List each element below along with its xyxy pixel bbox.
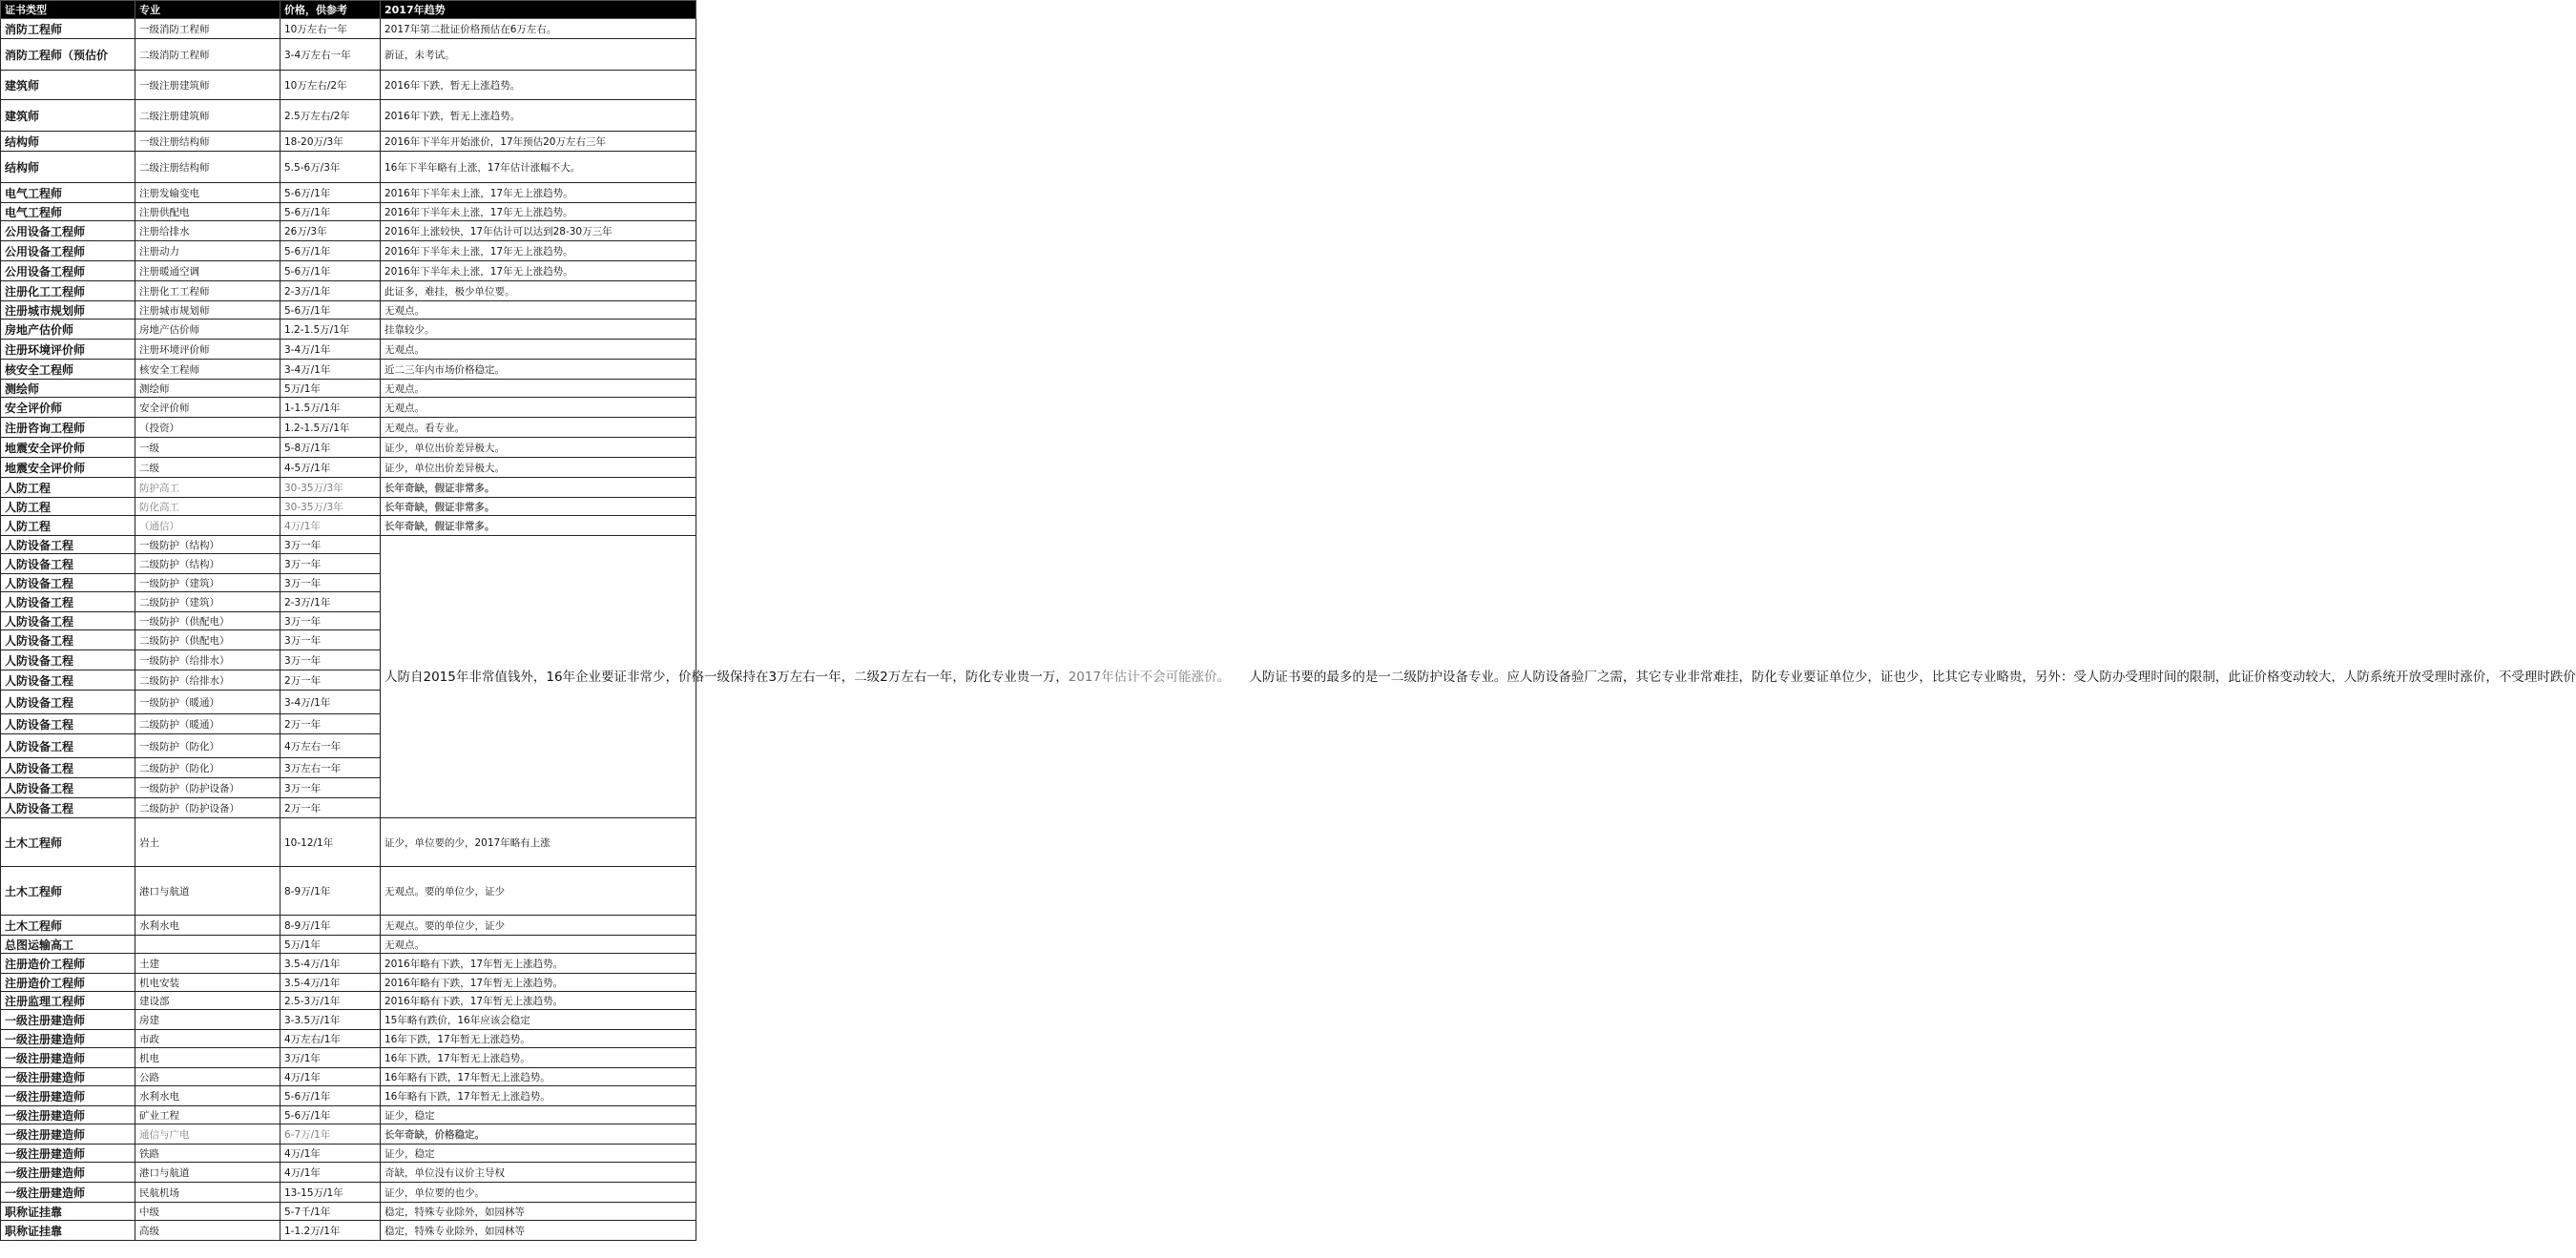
cell-price: 4万/1年 xyxy=(280,1068,381,1086)
cell-major: （投资） xyxy=(135,418,280,438)
table-row xyxy=(1,1086,696,1106)
table-row xyxy=(1,281,696,301)
cell-cert-type: 人防设备工程 xyxy=(1,691,135,714)
cell-cert-type: 一级注册建造师 xyxy=(1,1048,135,1068)
cell-price: 8-9万/1年 xyxy=(280,916,381,936)
cell-trend: 证少，单位要的少，2017年略有上涨 xyxy=(381,818,696,867)
cell-trend: 2016年下半年未上涨，17年无上涨趋势。 xyxy=(381,183,696,203)
cell-trend: 无观点。 xyxy=(381,380,696,398)
table-row xyxy=(1,1030,696,1048)
cell-price: 6-7万/1年 xyxy=(280,1124,381,1145)
cell-major: 一级注册建筑师 xyxy=(135,71,280,100)
cell-cert-type: 电气工程师 xyxy=(1,183,135,203)
cell-major: 一级防护（暖通） xyxy=(135,691,280,714)
cell-major: 矿业工程 xyxy=(135,1106,280,1124)
cell-trend: 近二三年内市场价格稳定。 xyxy=(381,360,696,380)
cell-price: 5-6万/1年 xyxy=(280,301,381,320)
cell-trend: 16年略有下跌，17年暂无上涨趋势。 xyxy=(381,1068,696,1086)
cell-major xyxy=(135,936,280,954)
cell-cert-type: 一级注册建造师 xyxy=(1,1124,135,1145)
cell-cert-type: 一级注册建造师 xyxy=(1,1068,135,1086)
cell-cert-type: 职称证挂靠 xyxy=(1,1221,135,1241)
table-row xyxy=(1,478,696,498)
cell-trend: 奇缺，单位没有议价主导权 xyxy=(381,1163,696,1183)
cell-cert-type: 注册环境评价师 xyxy=(1,340,135,360)
cell-trend: 无观点。要的单位少，证少 xyxy=(381,916,696,936)
cell-trend: 无观点。看专业。 xyxy=(381,418,696,438)
table-row xyxy=(1,132,696,152)
table-row xyxy=(1,992,696,1010)
cell-price: 10万左右一年 xyxy=(280,19,381,39)
cell-trend: 稳定，特殊专业除外，如园林等 xyxy=(381,1221,696,1241)
cell-major: 水利水电 xyxy=(135,916,280,936)
cell-cert-type: 一级注册建造师 xyxy=(1,1086,135,1106)
cell-trend: 无观点。 xyxy=(381,398,696,418)
cell-cert-type: 人防工程 xyxy=(1,516,135,536)
cell-trend: 2016年略有下跌，17年暂无上涨趋势。 xyxy=(381,974,696,992)
cell-price: 5万/1年 xyxy=(280,936,381,954)
cell-trend: 2016年下跌，暂无上涨趋势。 xyxy=(381,71,696,100)
cell-price: 4万左右一年 xyxy=(280,734,381,758)
cell-trend: 16年下跌，17年暂无上涨趋势。 xyxy=(381,1048,696,1068)
cell-major: 二级防护（暖通） xyxy=(135,714,280,734)
cell-cert-type: 人防设备工程 xyxy=(1,554,135,574)
cell-trend: 2016年下半年未上涨，17年无上涨趋势。 xyxy=(381,241,696,261)
cell-trend: 2016年略有下跌，17年暂无上涨趋势。 xyxy=(381,992,696,1010)
cell-price: 8-9万/1年 xyxy=(280,867,381,916)
cell-cert-type: 建筑师 xyxy=(1,100,135,132)
cell-price: 5-8万/1年 xyxy=(280,438,381,458)
cell-major: 房建 xyxy=(135,1010,280,1030)
cell-trend: 无观点。 xyxy=(381,301,696,320)
header-trend: 2017年趋势 xyxy=(381,1,696,19)
cell-price: 3万一年 xyxy=(280,650,381,670)
cell-cert-type: 核安全工程师 xyxy=(1,360,135,380)
cell-trend: 2016年下半年未上涨，17年无上涨趋势。 xyxy=(381,203,696,221)
cell-trend: 2016年下跌，暂无上涨趋势。 xyxy=(381,100,696,132)
cell-cert-type: 一级注册建造师 xyxy=(1,1030,135,1048)
table-row xyxy=(1,974,696,992)
table-row xyxy=(1,1124,696,1145)
cell-cert-type: 消防工程师（预估价 xyxy=(1,39,135,71)
cell-trend: 证少，单位出价差异极大。 xyxy=(381,458,696,478)
cell-trend: 证少，稳定 xyxy=(381,1106,696,1124)
table-row xyxy=(1,418,696,438)
table-row xyxy=(1,19,696,39)
cell-price: 10万左右/2年 xyxy=(280,71,381,100)
cell-price: 3万/1年 xyxy=(280,1048,381,1068)
cell-cert-type: 公用设备工程师 xyxy=(1,241,135,261)
cell-price: 3-4万左右一年 xyxy=(280,39,381,71)
table-row xyxy=(1,203,696,221)
cell-cert-type: 人防设备工程 xyxy=(1,630,135,650)
cell-trend: 16年略有下跌，17年暂无上涨趋势。 xyxy=(381,1086,696,1106)
cell-cert-type: 一级注册建造师 xyxy=(1,1106,135,1124)
cell-trend: 2016年上涨较快，17年估计可以达到28-30万三年 xyxy=(381,221,696,241)
cell-trend: 2016年下半年未上涨，17年无上涨趋势。 xyxy=(381,261,696,281)
cell-cert-type: 电气工程师 xyxy=(1,203,135,221)
note-text-a: 人防自2015年非常值钱外，16年企业要证非常少，价格一级保持在3万左右一年，二级2万左右一年，防化专业贵一万， xyxy=(384,669,1069,685)
cell-price: 1.2-1.5万/1年 xyxy=(280,418,381,438)
cell-major: 一级 xyxy=(135,438,280,458)
cell-cert-type: 注册造价工程师 xyxy=(1,954,135,974)
cell-major: 港口与航道 xyxy=(135,1163,280,1183)
cell-trend: 2016年略有下跌，17年暂无上涨趋势。 xyxy=(381,954,696,974)
cell-cert-type: 地震安全评价师 xyxy=(1,458,135,478)
cell-price: 5-7千/1年 xyxy=(280,1203,381,1221)
cell-cert-type: 公用设备工程师 xyxy=(1,221,135,241)
cell-major: 岩土 xyxy=(135,818,280,867)
cell-major: 通信与广电 xyxy=(135,1124,280,1145)
cell-price: 4万/1年 xyxy=(280,1163,381,1183)
table-row xyxy=(1,398,696,418)
cell-cert-type: 安全评价师 xyxy=(1,398,135,418)
cell-price: 2-3万/1年 xyxy=(280,281,381,301)
cell-major: 公路 xyxy=(135,1068,280,1086)
table-row xyxy=(1,71,696,100)
table-row xyxy=(1,152,696,183)
merged-note-cell xyxy=(381,536,2576,818)
cell-major: 防化高工 xyxy=(135,498,280,516)
cell-trend: 证少，单位要的也少。 xyxy=(381,1183,696,1203)
cell-price: 5-6万/1年 xyxy=(280,183,381,203)
cell-major: 机电安装 xyxy=(135,974,280,992)
table-row xyxy=(1,1048,696,1068)
table-body xyxy=(1,19,2576,1241)
cell-cert-type: 人防设备工程 xyxy=(1,670,135,691)
table-row xyxy=(1,954,696,974)
cell-cert-type: 人防工程 xyxy=(1,498,135,516)
cell-cert-type: 一级注册建造师 xyxy=(1,1183,135,1203)
cell-price: 30-35万/3年 xyxy=(280,478,381,498)
cell-price: 5-6万/1年 xyxy=(280,1106,381,1124)
cell-price: 2.5-3万/1年 xyxy=(280,992,381,1010)
cell-cert-type: 人防设备工程 xyxy=(1,574,135,592)
cell-cert-type: 人防设备工程 xyxy=(1,650,135,670)
cell-major: 二级注册结构师 xyxy=(135,152,280,183)
cell-cert-type: 人防工程 xyxy=(1,478,135,498)
cell-trend: 16年下跌，17年暂无上涨趋势。 xyxy=(381,1030,696,1048)
cell-major: 二级消防工程师 xyxy=(135,39,280,71)
cell-cert-type: 人防设备工程 xyxy=(1,536,135,554)
cell-price: 5-6万/1年 xyxy=(280,203,381,221)
cell-major: 一级防护（结构） xyxy=(135,536,280,554)
cell-major: 中级 xyxy=(135,1203,280,1221)
table-row xyxy=(1,438,696,458)
cell-price: 3.5-4万/1年 xyxy=(280,974,381,992)
header-price: 价格，供参考 xyxy=(280,1,381,19)
cell-major: 测绘师 xyxy=(135,380,280,398)
note-text-b: 2017年估计不会可能涨价。 xyxy=(1068,669,1224,685)
cell-cert-type: 公用设备工程师 xyxy=(1,261,135,281)
cell-major: 二级 xyxy=(135,458,280,478)
cell-price: 1-1.2万/1年 xyxy=(280,1221,381,1241)
cell-major: 二级防护（给排水） xyxy=(135,670,280,691)
cell-price: 3万一年 xyxy=(280,574,381,592)
cell-major: 房地产估价师 xyxy=(135,320,280,340)
cell-cert-type: 土木工程师 xyxy=(1,916,135,936)
table-row xyxy=(1,340,696,360)
cell-cert-type: 消防工程师 xyxy=(1,19,135,39)
cell-price: 2万一年 xyxy=(280,714,381,734)
table-row xyxy=(1,1221,696,1241)
cell-price: 3-4万/1年 xyxy=(280,360,381,380)
table-row xyxy=(1,100,696,132)
cell-major: 一级注册结构师 xyxy=(135,132,280,152)
cell-price: 3万一年 xyxy=(280,612,381,630)
table-header-row xyxy=(1,1,696,19)
cell-major: 一级防护（防护设备） xyxy=(135,778,280,798)
cell-price: 3万左右一年 xyxy=(280,758,381,778)
cell-major: 安全评价师 xyxy=(135,398,280,418)
cell-price: 5万/1年 xyxy=(280,380,381,398)
cell-price: 3万一年 xyxy=(280,536,381,554)
table-row xyxy=(1,536,696,554)
table-row xyxy=(1,320,696,340)
cell-major: 水利水电 xyxy=(135,1086,280,1106)
cell-major: 一级防护（建筑） xyxy=(135,574,280,592)
cell-price: 30-35万/3年 xyxy=(280,498,381,516)
table-row xyxy=(1,380,696,398)
cell-cert-type: 人防设备工程 xyxy=(1,758,135,778)
cell-major: 民航机场 xyxy=(135,1183,280,1203)
cell-price: 10-12/1年 xyxy=(280,818,381,867)
cell-price: 18-20万/3年 xyxy=(280,132,381,152)
cell-major: 注册暖通空调 xyxy=(135,261,280,281)
cell-price: 5.5-6万/3年 xyxy=(280,152,381,183)
cell-cert-type: 注册咨询工程师 xyxy=(1,418,135,438)
cell-major: 注册供配电 xyxy=(135,203,280,221)
cell-major: 高级 xyxy=(135,1221,280,1241)
cell-cert-type: 结构师 xyxy=(1,132,135,152)
cell-price: 3万一年 xyxy=(280,554,381,574)
table-row xyxy=(1,1106,696,1124)
cell-cert-type: 人防设备工程 xyxy=(1,592,135,612)
cell-major: （通信） xyxy=(135,516,280,536)
cell-price: 3-4万/1年 xyxy=(280,691,381,714)
cell-cert-type: 注册化工工程师 xyxy=(1,281,135,301)
cell-trend: 证少，稳定 xyxy=(381,1145,696,1163)
cell-price: 5-6万/1年 xyxy=(280,1086,381,1106)
cell-cert-type: 注册监理工程师 xyxy=(1,992,135,1010)
cell-price: 3万一年 xyxy=(280,630,381,650)
cell-major: 一级消防工程师 xyxy=(135,19,280,39)
table-row xyxy=(1,1145,696,1163)
header-major: 专业 xyxy=(135,1,280,19)
cell-major: 二级防护（供配电） xyxy=(135,630,280,650)
cell-price: 4万左右/1年 xyxy=(280,1030,381,1048)
note-text-c: 人防证书要的最多的是一二级防护设备专业。应人防设备验厂之需，其它专业非常难挂，防化专业要证单位少，证也少，比其它专业略贵，另外：受人防办受理时间的限制，此证价格变动较大，人防系统开放受理时涨价，不受理时跌价 xyxy=(1223,669,2576,685)
cell-trend: 长年奇缺，假证非常多。 xyxy=(381,516,696,536)
cell-price: 2万一年 xyxy=(280,798,381,818)
table-row xyxy=(1,301,696,320)
cell-cert-type: 人防设备工程 xyxy=(1,714,135,734)
cell-price: 2.5万左右/2年 xyxy=(280,100,381,132)
table-row xyxy=(1,221,696,241)
cell-cert-type: 职称证挂靠 xyxy=(1,1203,135,1221)
cell-trend: 证少，单位出价差异极大。 xyxy=(381,438,696,458)
table-row xyxy=(1,241,696,261)
cell-trend: 无观点。 xyxy=(381,340,696,360)
cell-trend: 长年奇缺，假证非常多。 xyxy=(381,498,696,516)
cell-major: 二级防护（建筑） xyxy=(135,592,280,612)
cell-price: 1-1.5万/1年 xyxy=(280,398,381,418)
cell-price: 3-4万/1年 xyxy=(280,340,381,360)
cell-price: 4万/1年 xyxy=(280,516,381,536)
cell-major: 一级防护（防化） xyxy=(135,734,280,758)
cell-trend: 无观点。 xyxy=(381,936,696,954)
cell-cert-type: 人防设备工程 xyxy=(1,734,135,758)
cell-trend: 无观点。要的单位少，证少 xyxy=(381,867,696,916)
table-row xyxy=(1,1163,696,1183)
cell-price: 3.5-4万/1年 xyxy=(280,954,381,974)
table-row xyxy=(1,818,696,867)
cell-cert-type: 总图运输高工 xyxy=(1,936,135,954)
table-row xyxy=(1,39,696,71)
cell-cert-type: 土木工程师 xyxy=(1,867,135,916)
cell-major: 一级防护（给排水） xyxy=(135,650,280,670)
cell-price: 26万/3年 xyxy=(280,221,381,241)
cell-price: 3-3.5万/1年 xyxy=(280,1010,381,1030)
cell-cert-type: 注册城市规划师 xyxy=(1,301,135,320)
cell-cert-type: 人防设备工程 xyxy=(1,778,135,798)
cell-major: 注册发输变电 xyxy=(135,183,280,203)
cell-major: 注册给排水 xyxy=(135,221,280,241)
cell-trend: 稳定，特殊专业除外，如园林等 xyxy=(381,1203,696,1221)
cell-major: 机电 xyxy=(135,1048,280,1068)
cell-trend: 16年下半年略有上涨，17年估计涨幅不大。 xyxy=(381,152,696,183)
table-row xyxy=(1,458,696,478)
table-row xyxy=(1,261,696,281)
cell-major: 注册城市规划师 xyxy=(135,301,280,320)
cell-price: 4万/1年 xyxy=(280,1145,381,1163)
cell-cert-type: 测绘师 xyxy=(1,380,135,398)
cell-major: 核安全工程师 xyxy=(135,360,280,380)
cell-major: 二级注册建筑师 xyxy=(135,100,280,132)
cell-price: 13-15万/1年 xyxy=(280,1183,381,1203)
header-cert-type: 证书类型 xyxy=(1,1,135,19)
table-row xyxy=(1,516,696,536)
table-row xyxy=(1,936,696,954)
table-row xyxy=(1,498,696,516)
cell-major: 注册化工工程师 xyxy=(135,281,280,301)
cell-major: 二级防护（防护设备） xyxy=(135,798,280,818)
table-row xyxy=(1,1068,696,1086)
cell-cert-type: 建筑师 xyxy=(1,71,135,100)
cell-major: 市政 xyxy=(135,1030,280,1048)
cell-cert-type: 人防设备工程 xyxy=(1,612,135,630)
cell-major: 注册动力 xyxy=(135,241,280,261)
cell-major: 注册环境评价师 xyxy=(135,340,280,360)
cell-trend: 新证，未考试。 xyxy=(381,39,696,71)
cell-trend: 此证多，难挂，极少单位要。 xyxy=(381,281,696,301)
cell-major: 建设部 xyxy=(135,992,280,1010)
table-row xyxy=(1,1183,696,1203)
table-row xyxy=(1,916,696,936)
cell-trend: 2017年第二批证价格预估在6万左右。 xyxy=(381,19,696,39)
cell-cert-type: 一级注册建造师 xyxy=(1,1010,135,1030)
table-row xyxy=(1,867,696,916)
cell-cert-type: 人防设备工程 xyxy=(1,798,135,818)
cell-price: 1.2-1.5万/1年 xyxy=(280,320,381,340)
cell-cert-type: 一级注册建造师 xyxy=(1,1145,135,1163)
cell-cert-type: 房地产估价师 xyxy=(1,320,135,340)
table-row xyxy=(1,1010,696,1030)
cell-major: 一级防护（供配电） xyxy=(135,612,280,630)
cell-price: 2-3万/1年 xyxy=(280,592,381,612)
cell-major: 土建 xyxy=(135,954,280,974)
cell-price: 2万一年 xyxy=(280,670,381,691)
cell-cert-type: 结构师 xyxy=(1,152,135,183)
cell-price: 5-6万/1年 xyxy=(280,261,381,281)
cell-trend: 挂靠较少。 xyxy=(381,320,696,340)
cell-cert-type: 注册造价工程师 xyxy=(1,974,135,992)
cell-cert-type: 地震安全评价师 xyxy=(1,438,135,458)
table-row xyxy=(1,183,696,203)
cell-major: 二级防护（结构） xyxy=(135,554,280,574)
cell-cert-type: 土木工程师 xyxy=(1,818,135,867)
cell-major: 铁路 xyxy=(135,1145,280,1163)
cell-trend: 长年奇缺，价格稳定。 xyxy=(381,1124,696,1145)
cell-trend: 15年略有跌价，16年应该会稳定 xyxy=(381,1010,696,1030)
cell-major: 港口与航道 xyxy=(135,867,280,916)
cell-trend: 2016年下半年开始涨价，17年预估20万左右三年 xyxy=(381,132,696,152)
cell-cert-type: 一级注册建造师 xyxy=(1,1163,135,1183)
cell-price: 3万一年 xyxy=(280,778,381,798)
table-row xyxy=(1,1203,696,1221)
cell-price: 4-5万/1年 xyxy=(280,458,381,478)
cell-price: 5-6万/1年 xyxy=(280,241,381,261)
cell-major: 防护高工 xyxy=(135,478,280,498)
table-row xyxy=(1,360,696,380)
cell-major: 二级防护（防化） xyxy=(135,758,280,778)
cell-trend: 长年奇缺，假证非常多。 xyxy=(381,478,696,498)
